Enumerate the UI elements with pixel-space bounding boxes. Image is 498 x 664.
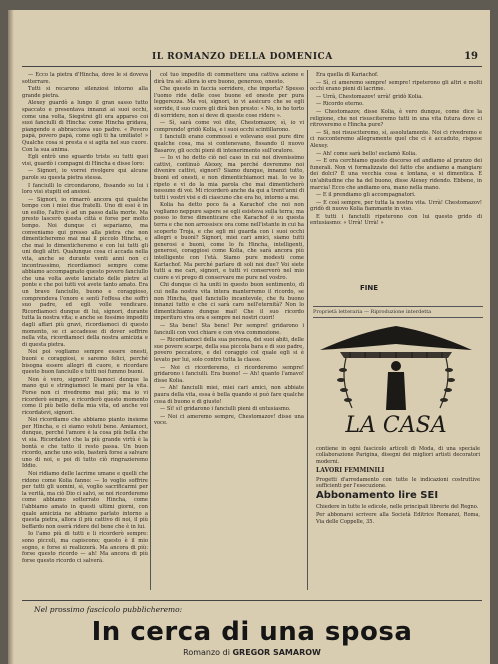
paragraph: — Ricordiamoci della sua persona, dei suoi abiti, delle sue povere scarpe, della sua piccola bara e di suo padre, povero peccatore, e del coraggio col quale egli si è levato per lui, solo contro tutta la classe. (154, 337, 304, 363)
page-number: 19 (464, 51, 478, 62)
paragraph: — Sì, ci ameremo sempre! sempre! ripeterono gli altri e molti occhi erano pieni di lacrime. (310, 79, 482, 93)
next-issue-intro: Nel prossimo fascicolo pubblicheremo: (34, 605, 183, 614)
ad-intro: contiene in ogni fascicolo articoli di Moda, di una speciale collaborazione Parigina, disegni dei migliori artisti decoratori moderni. (316, 446, 480, 465)
paragraph: Era quella di Kariachof. (316, 72, 379, 78)
ad-address: Per abbonarsi scrivere alla Società Editrice Romanzi, Roma, Via delle Coppelle, 35. (316, 512, 480, 525)
paragraph: — Io vi ho detto ciò nel caso in cui noi divenissimo cattivi, continuò Alexey, ma perché dovremmo noi divenire cattivi, signori? Siamo dunque, innanzi tutto, buoni ed onesti, e non dimentichiamoci mai. Io ve lo ripeto e vi do la mia parola che mai dimenticherò nessuno di voi. Mi ricorderò anche da qui a trent'anni di tutti i vostri visi e di ciascuno che era ho, intorno a me. (154, 155, 304, 201)
paragraph: Alexey guardò a lungo il gran sasso tutto spaccato e presentava innanzi ai suoi occhi, come una volta, Siegstrei gli era apparso coi suoi fanciulli di Hincha: come Hincha gridava, piangendo e abbracciava suo padre. « Povero papà, povero papà, come egli ti ha umiliato! » Qualche cosa si presta e si agita nel suo cuore. Con la sua anima. (22, 100, 148, 153)
paragraph: — E ora cerchiamo questo discorso ed andiamo al pranzo dei funerali. Non vi formalizzate del fatto che andiamo a mangiare dei dolci? È una vecchia cosa e lontana, e si dimentica. È un'abitudine che ha del buono, disse Alexey ridendo. Ebbene, in marcia! Ecco che andiamo ora, mano nella mano. (310, 158, 482, 191)
paragraph: — Signori, io rimarrò ancora qui qualche tempo con i miei due fratelli. Uno di essi è in un esilio, l'altro è ad un passo dalla morte. Ma presto lascerò questa città e forse per molto tempo. Noi dunque ci separiamo, ma conveniamo qui presso alla pietra che non dimenticheremo mai mai il piccolo Hincha, e che mai lo dimenticheremo e con lui tutti gli uni degli altri. Qualunque cosa ci accada nella vita, anche se durante venti anni non ci incontrassimo, ricordiamoci sempre come abbiamo accompagnato questo povero fanciullo che una volta avete lanciato delle pietre al ponte e che poi tutti voi avete tanto amato. Era un bravo fanciullo, buono e coraggioso, comprendeva l'onore e sentì l'offesa che soffrì suo padre, ed egli volle vendicare. Ricordiamoci dunque di lui, signori, durante tutta la nostra vita; e anche se fossimo impediti dagli affari più gravi, ricordiamoci di questo momento, se ci accadesse di dover soffrire nella vita, ricordiamoci della nostra amicizia e di questa pietra. (22, 196, 148, 348)
advertisement-text (316, 446, 480, 527)
paragraph: — E il prendiamo gli accompagnatori. (316, 192, 416, 199)
paragraph: Chi dunque ci ha uniti in questo buon sentimento, di cui nella nostra vita intera manterremo il ricordo, se non Hincha, quel fanciullo incantevole, che fu buono innanzi tutto e che ci sarà caro nell'eternità? Non lo dimentichiamo dunque mai! Che il suo ricordo imperituro viva ora e sempre nei nostri cuori! (154, 282, 304, 322)
paragraph: Noi ricordiamo che abbiamo pianto insieme per Hincha, e ci siamo voluti bene. Amiamoci, dunque, perché l'amore è la cosa più bella che vi sia. Ricordatevi che la più grande virtù è la bontà e che tutto il resto passa. Un buon ricordo, anche uno solo, basterà forse a salvare uno di noi, e poi di tutto ciò ringrazieremo Iddio. (22, 417, 148, 470)
property-notice: Proprietà letteraria — Riproduzione interdetta (313, 306, 483, 318)
next-novel-byline (22, 648, 482, 657)
paragraph: — Sta bene! Sta bene! Per sempre! gridarono i fanciulli con voci chiare e con viva commozione. (154, 322, 304, 336)
paragraph: E tutti i fanciulli ripeterono con lui questo grido di entusiasmo: « Urrà! Urrà! » (310, 213, 482, 227)
paragraph: Io l'amo più di tutti e li ricorderò sempre: sono piccoli, ma capiscono; questo è il mio sogno, e forse si realizzerà. Ma ancora di più: forse questo ricordo — ah! Ma ancora di più forse questo ricordo ci salverà. (22, 531, 148, 564)
end-marker: FINE (360, 284, 379, 292)
page-header (22, 52, 482, 67)
ad-section-text: Progetti d'arredamento con tutte le indicazioni costruttive sufficienti per l'esecuzione. (316, 476, 480, 490)
next-novel-title: In cerca di una sposa (91, 617, 413, 647)
paragraph: — Urrà, Chestomazov! urrà! gridò Kolia. (316, 93, 423, 100)
next-issue-banner (22, 600, 482, 661)
paragraph: Egli entrò uno sguardo triste su tutti quei visi, guardò i compagni di Hincha e disse loro: (22, 154, 148, 167)
magazine-page (8, 10, 490, 664)
paragraph: — Sì! sì! gridarono i fanciulli pieni di entusiasmo. (160, 406, 291, 413)
author-name: GREGOR SAMAROW (232, 648, 321, 657)
paragraph: Kolia ha detto poco fa a Karachof che noi non vogliamo neppure sapere se egli esisteva sulla terra; ma posso io forse dimenticare che Karachof è su questa terra e che non arrossisce ora come nell'istante in cui ha scoperto Troja, e che egli mi guarda con i suoi occhi allegri e buoni? Signori, miei cari amici, siamo tutti generosi e buoni, come lo fu Hincha, intelligenti, generosi, coraggiosi come Kolia, che sarà ancora più intelligente con l'età. Siamo pure modesti come Kartachof. Ma perché parlare di soli noi due? Voi siete tutti a me cari, signori, e tutti vi conserverò nel mio cuore e vi prego di conservare me pure nel vostro. (154, 202, 304, 281)
ad-request: Chiedere in tutte le edicole, nelle principali librerie del Regno. (316, 503, 479, 510)
paragraph: — Signori, io vorrei rivolgere qui alcune parole su questa pietra stessa. (22, 168, 148, 181)
byline-prefix: Romanzo di (183, 648, 230, 657)
la-casa-advertisement (310, 322, 482, 590)
paragraph: Tutti si recarono silenziosi intorno alla grande pietra. (22, 86, 148, 99)
paragraph: — Noi ci ameremo sempre, Chestomazov! disse una voce. (154, 413, 304, 427)
text-column-2 (154, 72, 304, 572)
logo-wordmark: LA CASA (345, 413, 447, 438)
paragraph: — E così sempre, per tutta la nostra vita. Urrà! Chestomazov! gridò di nuovo Kolia fiammante in viso. (310, 199, 482, 213)
paragraph: Non è vero, signori? Diamoci dunque la mano qui e stringiamoci le mani per la vita. Forse non ci rivedremo mai più; ma io vi ricorderò sempre, e ricorderò questo momento come il più bello della mia vita, ed anche voi ricordatevi, signori. (22, 376, 148, 416)
text-column-3 (310, 72, 482, 282)
paragraph: — Ecco la pietra d'Hincha, dove le si doveva sotterrare. (22, 72, 148, 85)
paragraph: col tuo impedito di commettere una cattiva azione e dirà tra sé: allora io ero buono, generoso, onesto. (154, 72, 304, 85)
column-divider (150, 70, 151, 590)
paragraph: I fanciulli lo circondarono, fissando su lui i loro visi stupiti ed ansiosi. (22, 182, 148, 196)
magazine-title: IL ROMANZO DELLA DOMENICA (152, 52, 333, 62)
paragraph: — Ricordo eterno. (316, 101, 364, 108)
paragraph: — Ah! fanciulli miei, miei cari amici, non abbiate paura della vita, essa è bella quando si può fare qualche cosa di buono e di giusto! (154, 385, 304, 405)
paragraph: — Ah! come sarà bello! esclamò Kolia. (316, 150, 417, 157)
paragraph: — Sì, sarà come voi dite, Chestomazov, sì, io vi comprendo! gridò Kolia, e i suoi occhi scintillarono. (154, 120, 304, 133)
la-casa-logo-illustration (310, 322, 482, 440)
paragraph: — Chestomazov, disse Kolia, è vero dunque, come dice la religione, che noi risusciteremo tutti in una vita futura dove ci ritroveremo e Hincha pure? (310, 108, 482, 129)
paragraph: Noi poi vogliamo sempre essere onesti, buoni e coraggiosi, e saremo felici, perché bisogna essere allegri di cuore, e ricordare questo buon fanciullo e tutti noi fummo buoni. (22, 349, 148, 376)
ad-section-title: LAVORI FEMMINILI (316, 467, 385, 475)
paragraph: I fanciulli erano commossi e volevano essi pure dire qualche cosa, ma si contenevano, fissando il nuovo Basarov, gli occhi pieni di intenerimento sull'oratore. (154, 134, 304, 154)
subscription-price: Abbonamento lire SEI (316, 490, 439, 502)
paragraph: Che questo in faccia sorridere, che importa? Spesso l'uomo ride delle cose buone ed oneste per pura leggerezza. Ma voi, signori, io vi assicuro che se egli sorride, il suo cuore gli dirà ben presto: « No, io ho torto di sorridere, non si deve di queste cose ridere ». (154, 86, 304, 119)
paragraph: Noi ridiamo delle lacrime umane e quelli che ridono come Kolia fanno: — Io voglio soffrire per tutti gli uomini, sì, voglio sacrificarmi per la verità, ma ciò Dio ci salvi, se noi ricorderemo come abbiamo sotterrato Hincha, come l'abbiamo amato in questi ultimi giorni, con quale amicizia ne abbiamo parlato intorno a questa pietra, allora il più cattivo di noi, il più beffardo non oserà ridere del bene che è in lui. (22, 471, 148, 530)
paragraph: — Noi ci ricorderemo, ci ricorderemo sempre! gridarono i fanciulli. Era buono! — Ah! quanto l'amavo! disse Kolia. (154, 364, 304, 384)
text-column-1 (22, 72, 148, 572)
column-divider (307, 70, 308, 590)
paragraph: — Sì, noi risusciteremo, sì, assolutamente. Noi ci rivedremo e ci racconteremo allegramente quel che ci è accaduto, rispose Alexey. (310, 129, 482, 149)
binding-shadow (8, 10, 14, 664)
